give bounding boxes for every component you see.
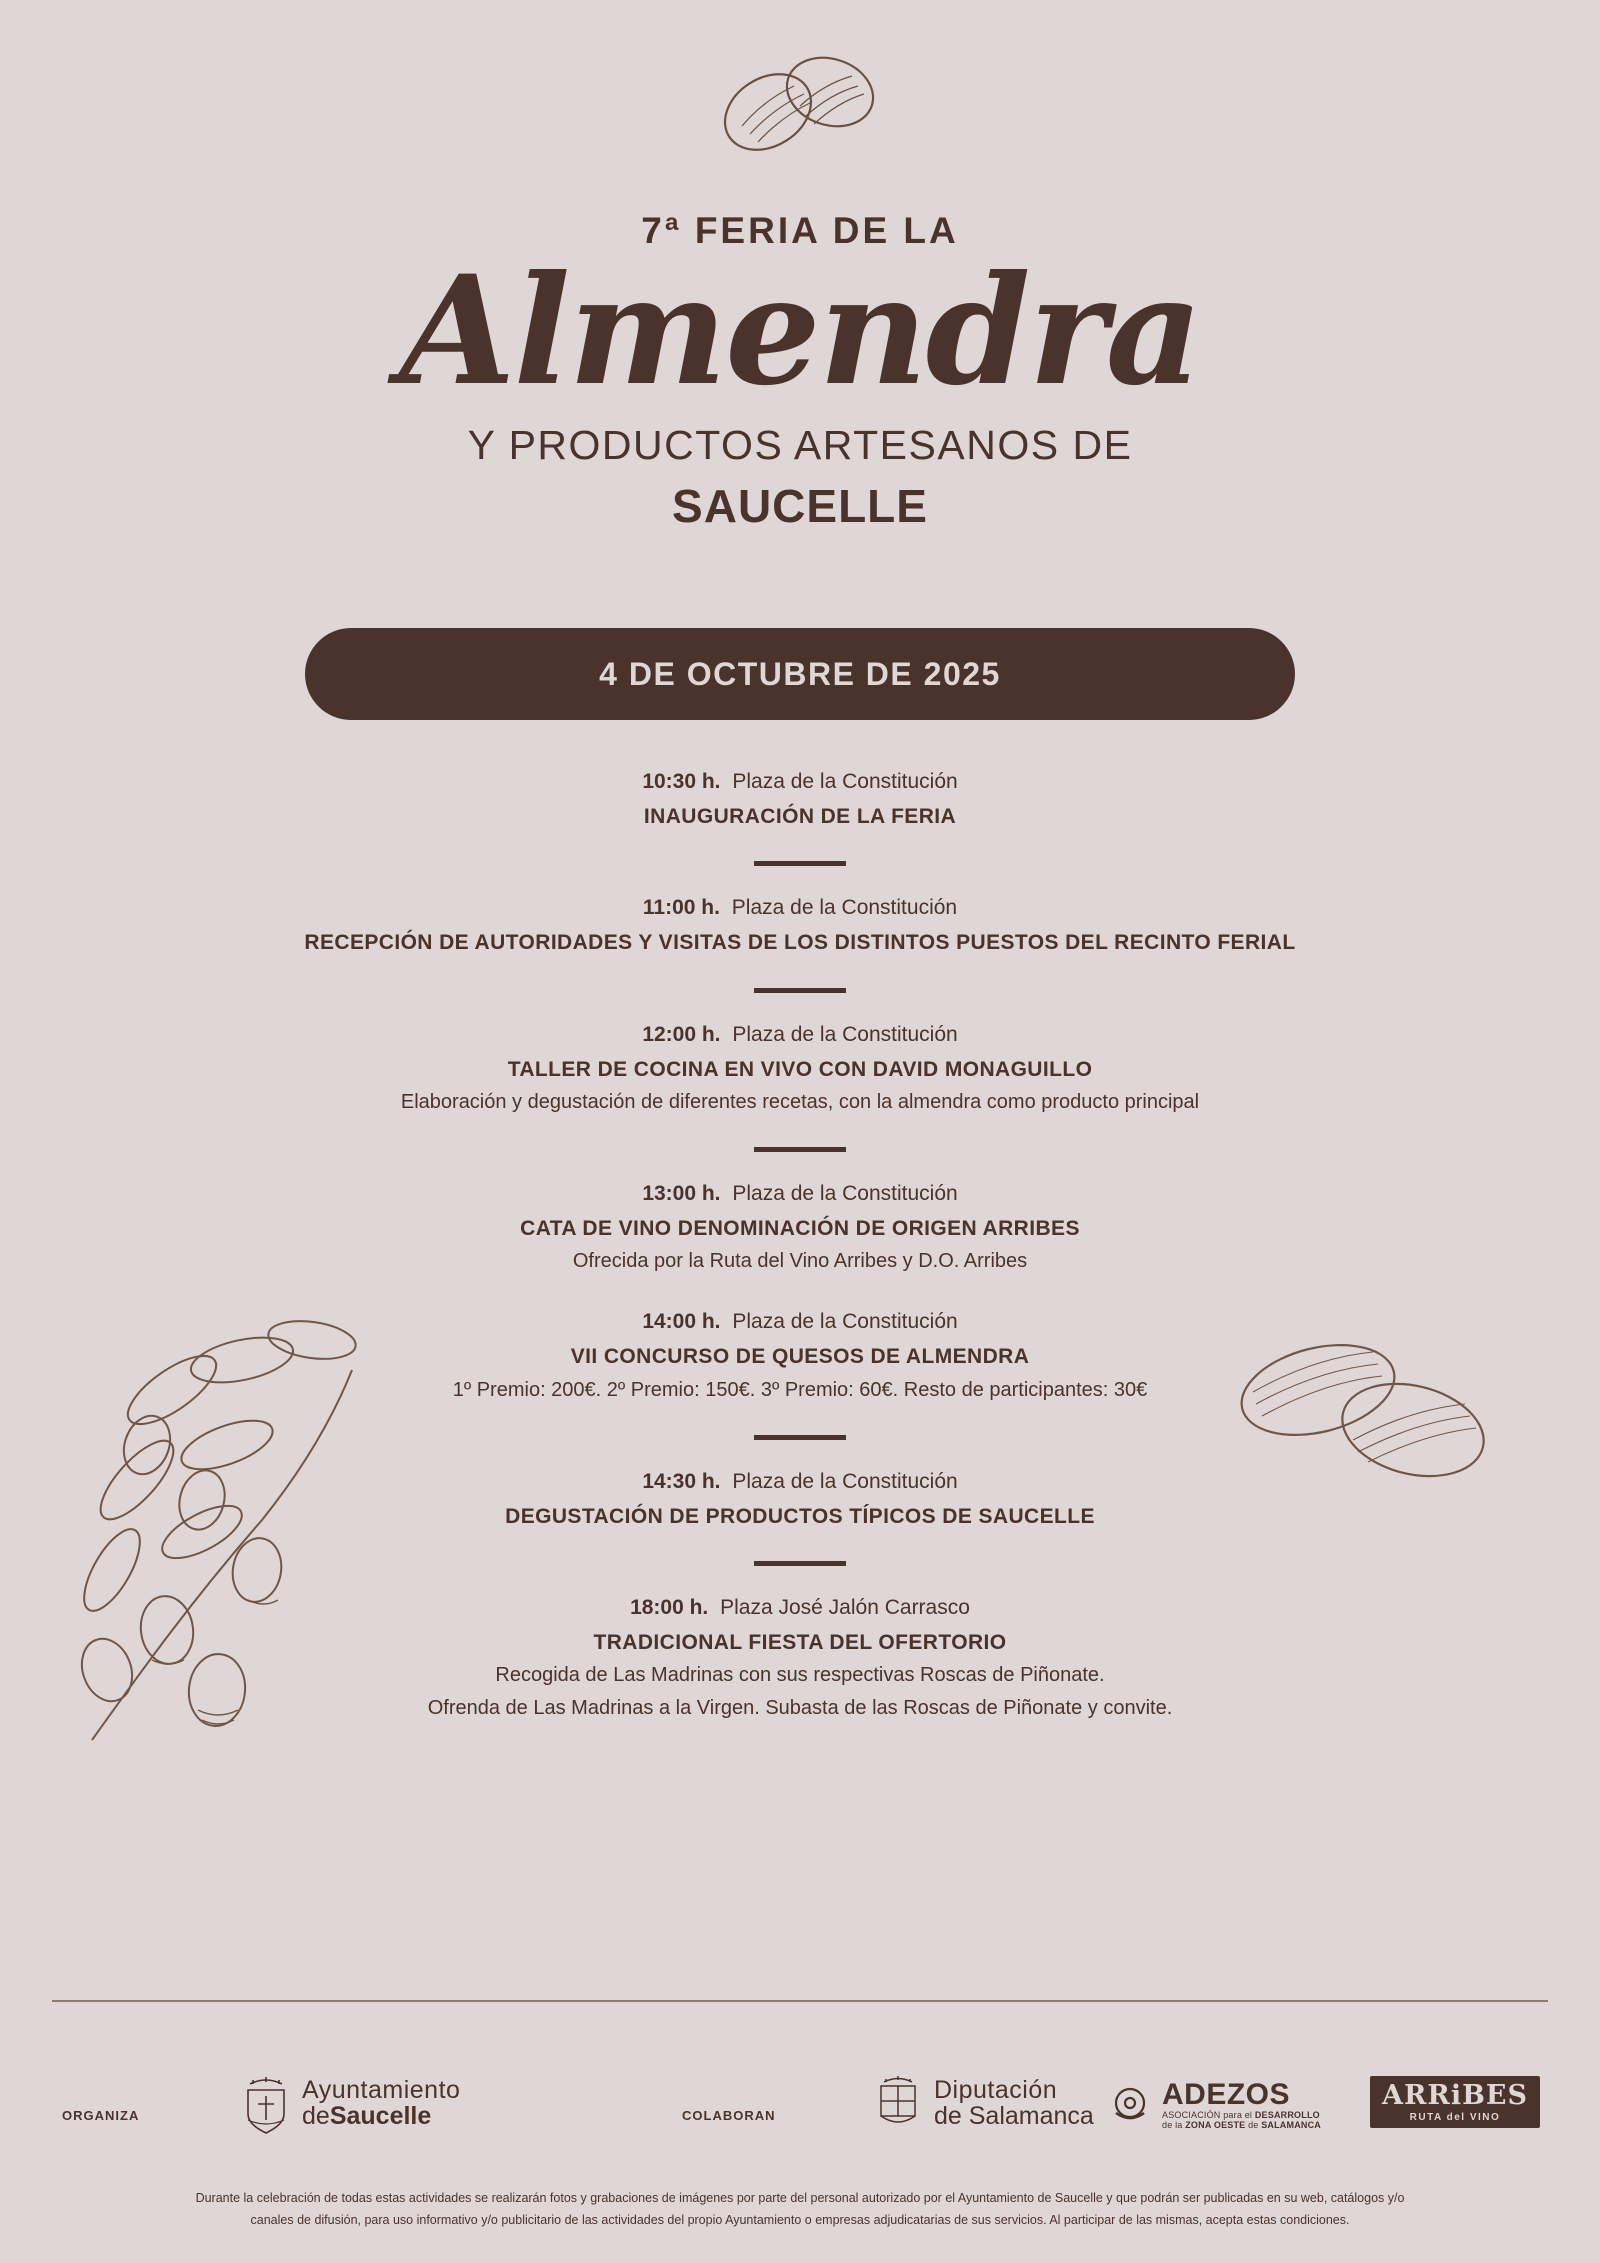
event-place: Plaza de la Constitución <box>732 770 958 793</box>
divider <box>754 988 846 993</box>
header-town: SAUCELLE <box>672 480 928 532</box>
event-description: 1º Premio: 200€. 2º Premio: 150€. 3º Premio: 60€. Resto de participantes: 30€ <box>452 1378 1148 1401</box>
ayuntamiento-de: de <box>302 2102 330 2130</box>
header-kicker: 7ª FERIA DE LA <box>641 210 959 251</box>
adezos-sub2-bold2: SALAMANCA <box>1261 2120 1321 2131</box>
arribes-name: ARRiBES <box>1382 2080 1528 2111</box>
schedule-item <box>210 1470 1390 1531</box>
event-title: VII CONCURSO DE QUESOS DE ALMENDRA <box>570 1345 1030 1369</box>
adezos-sub2-pre: de la <box>1162 2120 1186 2131</box>
arribes-subtitle: RUTA del VINO <box>1409 2112 1501 2123</box>
divider <box>754 1561 846 1566</box>
footer-logos <box>0 2032 1600 2182</box>
divider <box>754 1147 846 1152</box>
legal-notice <box>50 2188 1550 2232</box>
adezos-name: ADEZOS <box>1162 2078 1291 2111</box>
event-title: DEGUSTACIÓN DE PRODUCTOS TÍPICOS DE SAUCELLE <box>505 1504 1095 1528</box>
legal-line-2: canales de difusión, para uso informativo y/o publicitario de las actividades del propio Ayuntamiento o empresas adjudicatarias de sus servicios. Al participar de las mismas, acepta estas condiciones. <box>250 2212 1350 2227</box>
event-title: TRADICIONAL FIESTA DEL OFERTORIO <box>593 1631 1007 1655</box>
event-place: Plaza de la Constitución <box>732 1469 958 1493</box>
ayuntamiento-line1: Ayuntamiento <box>302 2075 461 2104</box>
event-time: 18:00 h. <box>630 1596 709 1620</box>
event-title: TALLER DE COCINA EN VIVO CON DAVID MONAGUILLO <box>507 1057 1093 1081</box>
logo-adezos <box>1108 2080 1321 2131</box>
schedule-item <box>210 1182 1390 1276</box>
diputacion-crest-icon <box>872 2070 924 2136</box>
schedule-item <box>210 1023 1390 1117</box>
poster-header <box>0 210 1600 533</box>
diputacion-line2: de Salamanca <box>934 2102 1094 2130</box>
almond-illustration-top <box>680 34 920 194</box>
footer-divider <box>52 2000 1548 2002</box>
event-time: 13:00 h. <box>642 1182 721 1206</box>
divider <box>754 1435 846 1440</box>
event-time: 14:00 h. <box>642 1310 721 1334</box>
ayuntamiento-saucelle: Saucelle <box>329 2102 432 2130</box>
adezos-sub-line1 <box>1162 2110 1321 2120</box>
date-badge: 4 DE OCTUBRE DE 2025 <box>305 628 1295 720</box>
event-place: Plaza de la Constitución <box>731 896 958 920</box>
logo-ayuntamiento-saucelle <box>240 2070 460 2136</box>
arribes-badge <box>1370 2076 1540 2128</box>
divider <box>754 861 846 866</box>
adezos-symbol-icon <box>1108 2083 1152 2127</box>
adezos-sub-line2 <box>1162 2120 1321 2130</box>
diputacion-line1: Diputación <box>934 2075 1058 2104</box>
page-title: Almendra <box>399 243 1201 419</box>
adezos-sub1-pre: ASOCIACIÓN para el <box>1162 2110 1255 2120</box>
header-subtitle: Y PRODUCTOS ARTESANOS DE <box>467 422 1133 468</box>
legal-line-1: Durante la celebración de todas estas actividades se realizarán fotos y grabaciones de imágenes por parte del personal autorizado por el Ayuntamiento de Saucelle y que podrán ser publicadas en su web, catálogos y/o <box>195 2191 1405 2205</box>
schedule-item <box>210 1310 1390 1404</box>
event-description: Ofrecida por la Ruta del Vino Arribes y D.O. Arribes <box>572 1250 1028 1273</box>
event-title: RECEPCIÓN DE AUTORIDADES Y VISITAS DE LOS DISTINTOS PUESTOS DEL RECINTO FERIAL <box>304 931 1296 955</box>
event-place: Plaza de la Constitución <box>732 1310 958 1334</box>
event-time: 10:30 h. <box>642 770 721 793</box>
schedule-item <box>210 770 1390 831</box>
adezos-sub1-bold: DESARROLLO <box>1254 2110 1320 2120</box>
schedule-item <box>210 896 1390 957</box>
colaboran-label: COLABORAN <box>682 2108 776 2123</box>
event-time: 14:30 h. <box>642 1469 721 1493</box>
schedule-item <box>210 1596 1390 1723</box>
event-title: INAUGURACIÓN DE LA FERIA <box>643 805 957 828</box>
event-description: Recogida de Las Madrinas con sus respectivas Roscas de Piñonate. <box>495 1664 1105 1687</box>
event-description: Elaboración y degustación de diferentes recetas, con la almendra como producto principal <box>400 1091 1200 1114</box>
event-time: 12:00 h. <box>642 1022 721 1046</box>
logo-arribes-ruta-del-vino <box>1370 2076 1540 2128</box>
event-title: CATA DE VINO DENOMINACIÓN DE ORIGEN ARRIBES <box>520 1217 1080 1241</box>
event-description-second-line: Ofrenda de Las Madrinas a la Virgen. Subasta de las Roscas de Piñonate y convite. <box>427 1697 1173 1720</box>
adezos-sub2-mid: de <box>1245 2120 1262 2131</box>
logo-diputacion-salamanca <box>872 2070 1094 2136</box>
event-place: Plaza José Jalón Carrasco <box>720 1596 970 1620</box>
schedule-list <box>0 770 1600 1723</box>
event-place: Plaza de la Constitución <box>732 1182 958 1206</box>
adezos-sub2-bold1: ZONA OESTE <box>1185 2120 1246 2131</box>
organiza-label: ORGANIZA <box>62 2108 140 2123</box>
event-time: 11:00 h. <box>642 896 720 920</box>
event-place: Plaza de la Constitución <box>732 1022 958 1046</box>
ayuntamiento-line2 <box>302 2103 460 2129</box>
coat-of-arms-icon <box>240 2070 292 2136</box>
